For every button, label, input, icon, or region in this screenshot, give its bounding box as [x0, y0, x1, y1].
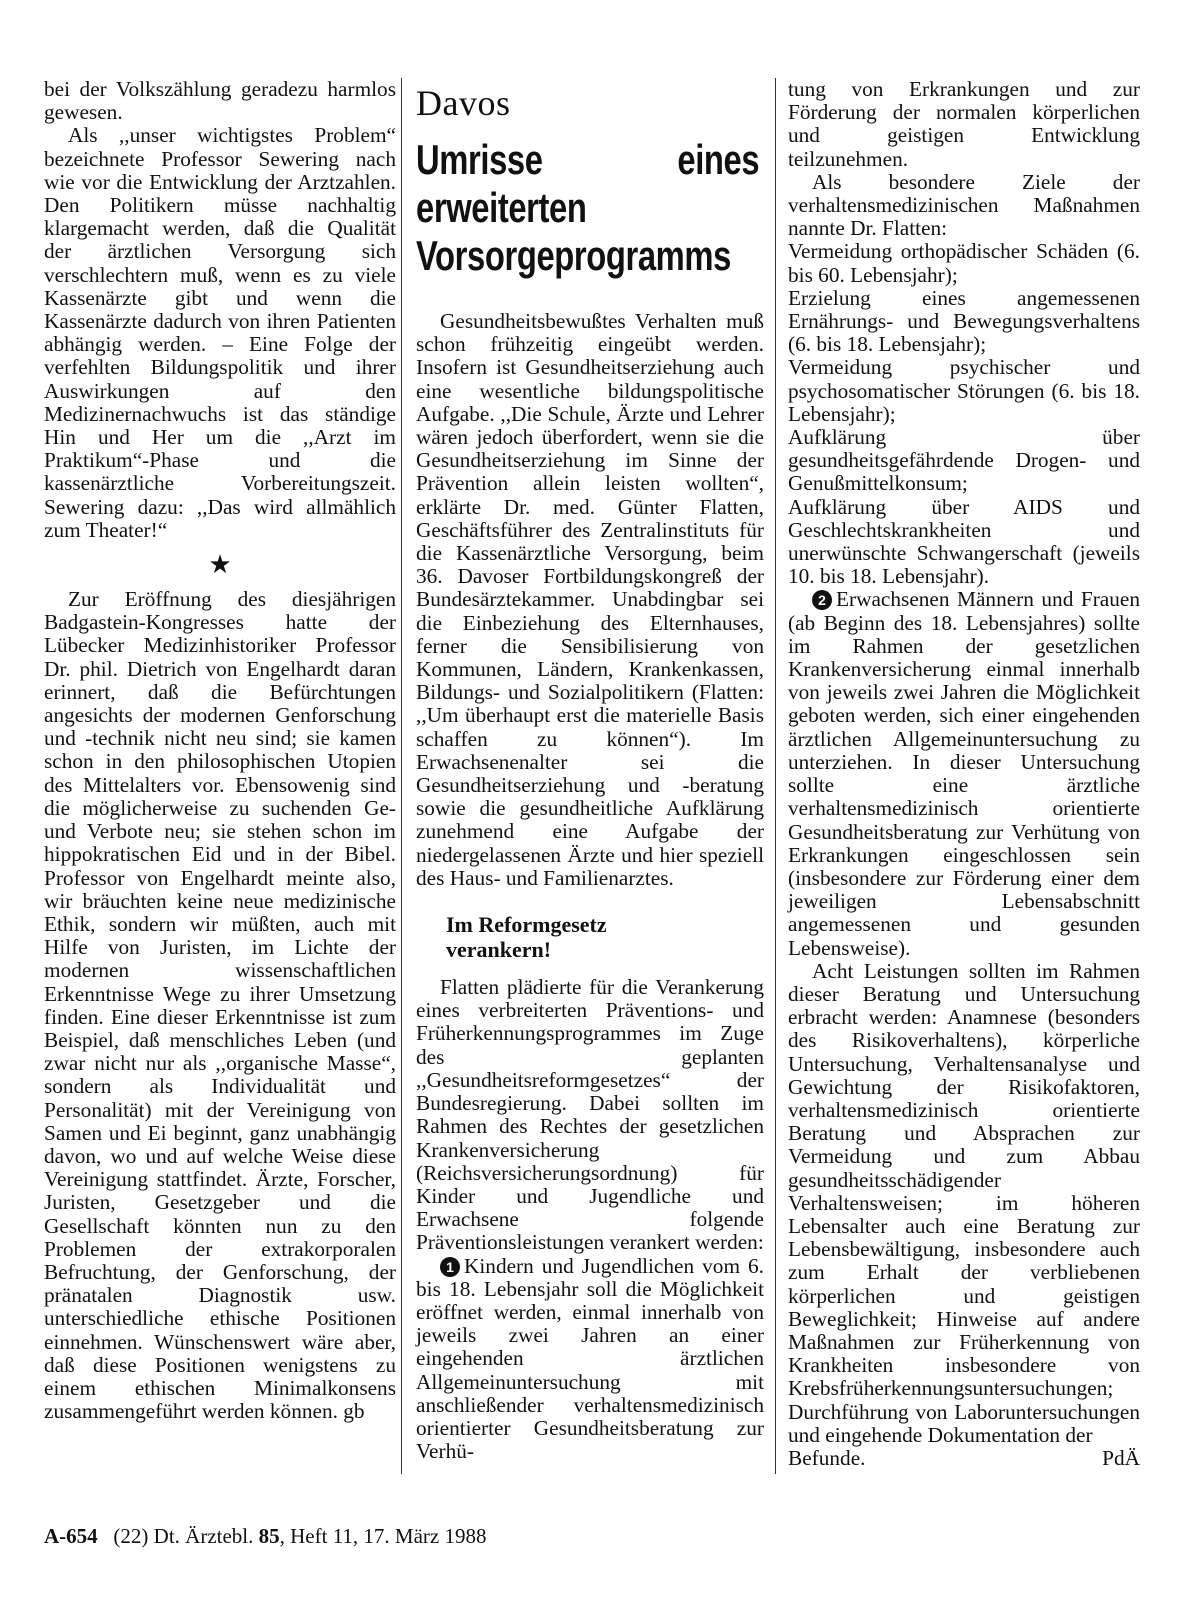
paragraph: Als ,,unser wichtigstes Problem“ bezeichnete Professor Sewering nach wie vor die Entwicklung der Arztzahlen. Den Politikern müsse nachhaltig klargemacht werden, daß die Qualität der ärztlichen Versorgung sich verschlechtern muß, wenn es zu viele Kassenärzte gibt und wenn die Kassenärzte dadurch von ihren Patienten abhängig werden. – Eine Folge der verfehlten Bildungspolitik und ihrer Auswirkungen auf den Medizinernachwuchs ist das ständige Hin und Her um die ,,Arzt im Praktikum“-Phase und die kassenärztliche Vorbereitungszeit. Sewering dazu: ,,Das wird allmählich zum Theater!“	[44, 123, 396, 542]
paragraph: Zur Eröffnung des diesjährigen Badgastein-Kongresses hatte der Lübecker Medizinhistoriker Professor Dr. phil. Dietrich von Engelhardt daran erinnert, daß die Befürchtungen angesichts der modernen Genforschung und -technik nicht neu sind; sie kamen schon in den philosophischen Utopien des Mittelalters vor. Ebensowenig sind die möglicherweise zu suchenden Ge- und Verbote neu; sie stehen schon im hippokratischen Eid und in der Bibel. Professor von Engelhardt meinte also, wir bräuchten keine neue medizinische Ethik, sondern wir müßten, auch mit Hilfe von Juristen, im Lichte der modernen wissenschaftlichen Erkenntnisse Wege zu ihrer Umsetzung finden. Eine dieser Erkenntnisse ist zum Beispiel, daß menschliches Leben (und zwar nicht nur als ,,organische Masse“, sondern als Individualität und Personalität) mit der Vereinigung von Samen und Ei beginnt, ganz unabhängig davon, wo und auf welche Weise diese Vereinigung stattfindet. Ärzte, Forscher, Juristen, Gesetzgeber und die Gesellschaft könnten nun zu den Problemen der extrakorporalen Befruchtung, der Genforschung, der pränatalen Diagnostik usw. unterschiedliche ethische Positionen einnehmen. Wünschenswert wäre aber, daß diese Positionen wenigstens zu einem ethischen Minimalkonsens zusammengeführt werden können. gb	[44, 587, 396, 1424]
goal-item: Vermeidung orthopädischer Schäden (6. bis 60. Lebensjahr);	[788, 239, 1140, 287]
subheading-line: verankern!	[446, 937, 552, 963]
page-footer	[44, 1524, 486, 1548]
numbered-bullet-icon: 2	[812, 590, 832, 610]
column-right	[788, 78, 1140, 1470]
paragraph: Flatten plädierte für die Verankerung eines verbreiterten Präventions- und Früherkennungsprogrammes im Zuge des geplanten ,,Gesundheitsreformgesetzes“ der Bundesregierung. Dabei sollten im Rahmen des Rechtes der gesetzlichen Krankenversicherung (Reichsversicherungsordnung) für Kinder und Jugendliche und Erwachsene folgende Präventionsleistungen verankert werden:	[416, 975, 764, 1255]
goal-item: Erzielung eines angemessenen Ernährungs- und Bewegungsverhaltens (6. bis 18. Lebensjahr);	[788, 285, 1140, 357]
closing-text: Befunde.	[788, 1445, 866, 1470]
paragraph-text: Kindern und Jugendlichen vom 6. bis 18. Lebensjahr soll die Möglichkeit eröffnet werden, einmal innerhalb von jeweils zwei Jahren an einer eingehenden ärztlichen Allgemeinuntersuchung mit anschließender verhaltensmedizinisch orientierter Gesundheitsberatung zur Verhü-	[416, 1253, 764, 1464]
closing-line	[788, 1447, 1140, 1470]
goal-item: Vermeidung psychischer und psychosomatischer Störungen (6. bis 18. Lebensjahr);	[788, 355, 1140, 426]
paragraph: Gesundheitsbewußtes Verhalten muß schon frühzeitig eingeübt werden. Insofern ist Gesundheitserziehung auch eine wesentliche bildungspolitische Aufgabe. ,,Die Schule, Ärzte und Lehrer wären jedoch überfordert, wenn sie die Gesundheitserziehung im Sinne der Prävention allein leisten wollten“, erklärte Dr. med. Günter Flatten, Geschäftsführer des Zentralinstituts für die Kassenärztliche Versorgung, beim 36. Davoser Fortbildungskongreß der Bundesärztekammer. Unabdingbar sei die Einbeziehung des Elternhauses, ferner die Sensibilisierung von Kommunen, Ländern, Krankenkassen, Bildungs- und Sozialpolitikern (Flatten: ,,Um überhaupt erst die materielle Basis schaffen zu können“). Im Erwachsenenalter sei die Gesundheitserziehung und -beratung sowie die gesundheitliche Aufklärung zunehmend eine Aufgabe der niedergelassenen Ärzte und hier speziell des Haus- und Familienarztes.	[416, 309, 764, 890]
paragraph-text: Erwachsenen Männern und Frauen (ab Beginn des 18. Lebensjahres) sollte im Rahmen der gesetzlichen Krankenversicherung einmal innerhalb von jeweils zwei Jahren die Möglichkeit geboten werden, sich einer eingehenden ärztlichen Allgemeinuntersuchung zu unterziehen. In dieser Untersuchung sollte eine ärztliche verhaltensmedizinisch orientierte Gesundheitsberatung zur Verhütung von Erkrankungen eingeschlossen sein (insbesondere zur Förderung einer dem jeweiligen Lebensabschnitt angemessenen und gesunden Lebensweise).	[788, 587, 1140, 960]
journal-name: (22) Dt. Ärztebl.	[113, 1524, 254, 1548]
paragraph: Als besondere Ziele der verhaltensmedizinischen Maßnahmen nannte Dr. Flatten:	[788, 169, 1140, 241]
paragraph: bei der Volkszählung geradezu harmlos gewesen.	[44, 77, 396, 125]
subheading-line: Im Reformgesetz	[446, 912, 607, 938]
volume-number: 85	[258, 1524, 280, 1548]
page-number: A-654	[44, 1524, 98, 1548]
paragraph	[416, 1255, 764, 1464]
author-signature: PdÄ	[1102, 1445, 1140, 1470]
article-headline: Umrisse eines erweiterten Vorsorgeprogramms	[416, 136, 760, 279]
numbered-bullet-icon: 1	[440, 1257, 460, 1277]
section-label: Davos	[416, 83, 511, 123]
issue-info: , Heft 11, 17. März 1988	[279, 1524, 487, 1548]
goal-item: Aufklärung über AIDS und Geschlechtskrankheiten und unerwünschte Schwangerschaft (jeweils 10. bis 18. Lebensjahr).	[788, 494, 1140, 589]
column-divider	[775, 78, 776, 1474]
column-left	[44, 78, 396, 1423]
star-separator-icon: ★	[208, 550, 232, 580]
paragraph: Acht Leistungen sollten im Rahmen dieser Beratung und Untersuchung erbracht werden: Anamnese (besonders des Risikoverhaltens), körperliche Untersuchung, Verhaltensanalyse und Gewichtung der Risikofaktoren, verhaltensmedizinisch orientierte Beratung und Absprachen zur Vermeidung und zum Abbau gesundheitsschädigender Verhaltensweisen; im höheren Lebensalter auch eine Beratung zur Lebensbewältigung, insbesondere auch zum Erhalt der verbliebenen körperlichen und geistigen Beweglichkeit; Hinweise auf andere Maßnahmen zur Früherkennung von Krankheiten insbesondere von Krebsfrüherkennungsuntersuchungen; Durchführung von Laboruntersuchungen und eingehende Dokumentation der	[788, 958, 1140, 1447]
subheading	[446, 912, 764, 962]
column-middle	[416, 78, 764, 1463]
goal-item: Aufklärung über gesundheitsgefährdende Drogen- und Genußmittelkonsum;	[788, 425, 1140, 496]
column-divider	[401, 78, 402, 1474]
paragraph	[788, 588, 1140, 959]
paragraph: tung von Erkrankungen und zur Förderung der normalen körperlichen und geistigen Entwicklung teilzunehmen.	[788, 77, 1140, 171]
